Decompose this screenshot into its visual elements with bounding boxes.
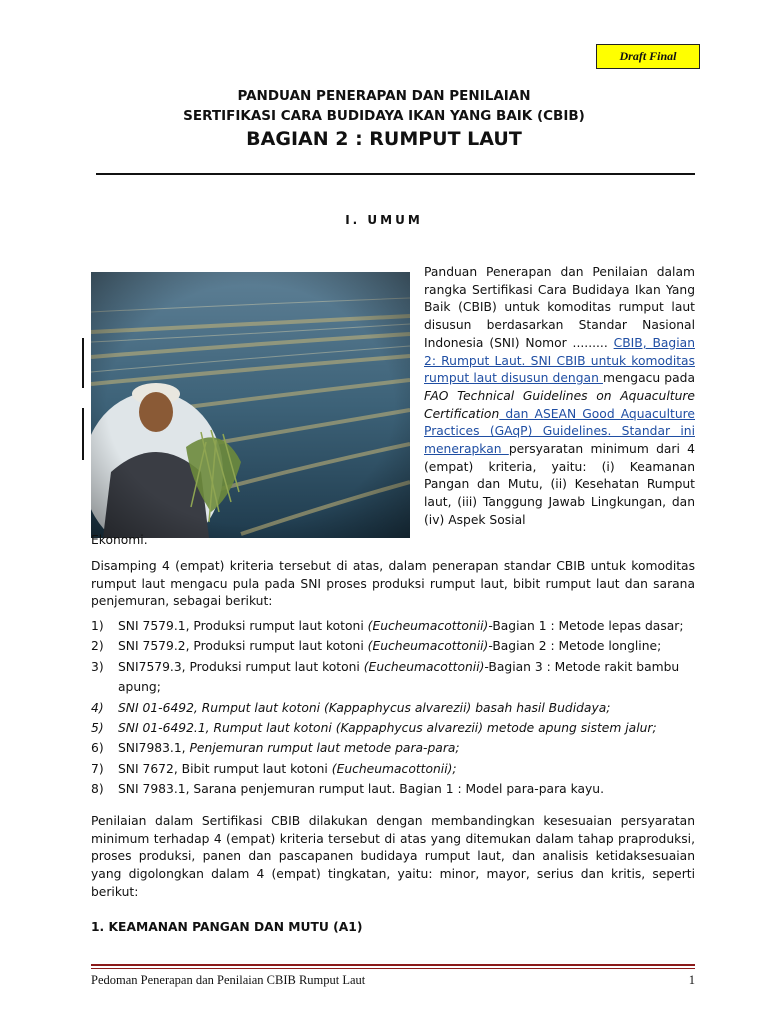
footer-rule xyxy=(91,964,695,966)
list-item-number: 3) xyxy=(91,659,104,674)
list-item-text: SNI7579.3, Produksi rumput laut kotoni xyxy=(118,659,364,674)
change-bar xyxy=(82,408,84,460)
intro-link-asean[interactable]: dan ASEAN Good Aquaculture Practices (GAqP) Guidelines. Standar ini menerapkan xyxy=(424,406,695,457)
list-item-number: 2) xyxy=(91,639,104,654)
list-item-number: 7) xyxy=(91,761,104,776)
list-item-text: (Eucheumacottonii); xyxy=(331,761,457,776)
list-item-number: 5) xyxy=(91,721,104,736)
list-item-text: (Eucheumacottonii) xyxy=(363,659,485,674)
list-item-number: 8) xyxy=(91,782,104,797)
intro-text: persyaratan minimum dari 4 (empat) kriteria, yaitu: (i) Keamanan Pangan dan Mutu, (ii) Kesehatan Rumput laut, (iii) Tanggung Jawab Lingkungan, dan (iv) Aspek Sosial xyxy=(424,442,695,527)
list-item-text: SNI 7672, Bibit rumput laut kotoni xyxy=(118,761,332,776)
list-item xyxy=(91,759,695,779)
intro-text: Panduan Penerapan dan Penilaian dalam rangka Sertifikasi Cara Budidaya Ikan Yang Baik (CBIB) untuk komoditas rumput laut disusun berdasarkan Standar Nasional Indonesia (SNI) Nomor ......... xyxy=(424,265,695,350)
title-line-2: SERTIFIKASI CARA BUDIDAYA IKAN YANG BAIK (CBIB) xyxy=(183,108,585,124)
intro-paragraph xyxy=(424,264,695,530)
paragraph-3: Penilaian dalam Sertifikasi CBIB dilakukan dengan membandingkan kesesuaian persyaratan minimum terhadap 4 (empat) kriteria tersebut di atas yang ditemukan dalam tahap praproduksi, proses produksi, panen dan pascapanen budidaya rumput laut, dan analisis ketidaksesuaian yang digolongkan dalam 4 (empat) tingkatan, yaitu: minor, mayor, serius dan kritis, seperti berikut: xyxy=(91,814,695,899)
intro-link-cbib[interactable]: CBIB, Bagian 2: Rumput Laut. SNI CBIB untuk komoditas rumput laut disusun dengan xyxy=(424,335,695,386)
list-item-text: Rumput laut kotoni (Kappaphycus alvarezii) basah hasil Budidaya; xyxy=(201,700,611,715)
footer-rule xyxy=(91,968,695,969)
list-item-number: 6) xyxy=(91,741,104,756)
list-item-text: 6492.1, Rumput laut kotoni (Kappaphycus alvarezii) metode apung sistem jalur; xyxy=(162,721,657,736)
paragraph-2: Disamping 4 (empat) kriteria tersebut di atas, dalam penerapan standar CBIB untuk komoditas rumput laut mengacu pula pada SNI proses produksi rumput laut, bibit rumput laut dan sarana penjemuran, sebagai berikut: xyxy=(91,559,695,609)
list-item-number: 1) xyxy=(91,619,104,633)
list-item xyxy=(91,616,695,636)
list-item xyxy=(91,779,695,799)
title-divider xyxy=(96,173,695,175)
list-item-text: Penjemuran rumput laut metode para-para; xyxy=(189,741,460,756)
intro-text: mengacu pada xyxy=(602,371,695,386)
list-item xyxy=(91,698,695,718)
list-item-text: -Bagian 3 : Metode rakit bambu apung; xyxy=(118,659,680,695)
list-item-text: -Bagian 1 : Metode lepas dasar; xyxy=(488,619,684,633)
title-line-1: PANDUAN PENERAPAN DAN PENILAIAN xyxy=(237,88,531,104)
list-item-text: SNI 7579.1, Produksi rumput laut kotoni xyxy=(118,619,368,633)
section-title: I. UMUM xyxy=(345,213,423,227)
heading-keamanan-pangan: 1. KEAMANAN PANGAN DAN MUTU (A1) xyxy=(91,920,363,934)
list-item-text: -Bagian 2 : Metode longline; xyxy=(488,639,662,654)
list-item xyxy=(91,657,695,698)
list-item xyxy=(91,718,695,738)
page-number: 1 xyxy=(688,973,695,987)
list-item-text: SNI 01- xyxy=(118,721,163,736)
list-item-text: SNI 7579.2, Produksi rumput laut kotoni xyxy=(118,639,368,654)
list-item-text: SNI 7983.1, Sarana penjemuran rumput laut. Bagian 1 : Model para-para kayu. xyxy=(118,782,604,797)
list-item-number: 4) xyxy=(91,700,104,715)
intro-paragraph-end: Ekonomi. xyxy=(91,533,148,547)
list-item-text: SNI7983.1, xyxy=(118,741,190,756)
list-item xyxy=(91,738,695,758)
list-item-text: SNI 01-6492, xyxy=(118,700,202,715)
draft-final-badge xyxy=(596,44,700,69)
footer-title: Pedoman Penerapan dan Penilaian CBIB Rumput Laut xyxy=(91,973,366,987)
intro-italic-fao: FAO Technical Guidelines on Aquaculture Certification xyxy=(424,388,695,421)
change-bar xyxy=(82,338,84,388)
list-item xyxy=(91,636,695,656)
list-item-text: (Eucheumacottonii) xyxy=(367,639,489,654)
list-item-text: (Eucheumacottonii) xyxy=(367,619,489,633)
seaweed-farmer-photo xyxy=(91,272,410,538)
badge-text: Draft Final xyxy=(619,49,677,63)
title-line-3: BAGIAN 2 : RUMPUT LAUT xyxy=(246,128,522,150)
sni-list xyxy=(91,616,695,800)
